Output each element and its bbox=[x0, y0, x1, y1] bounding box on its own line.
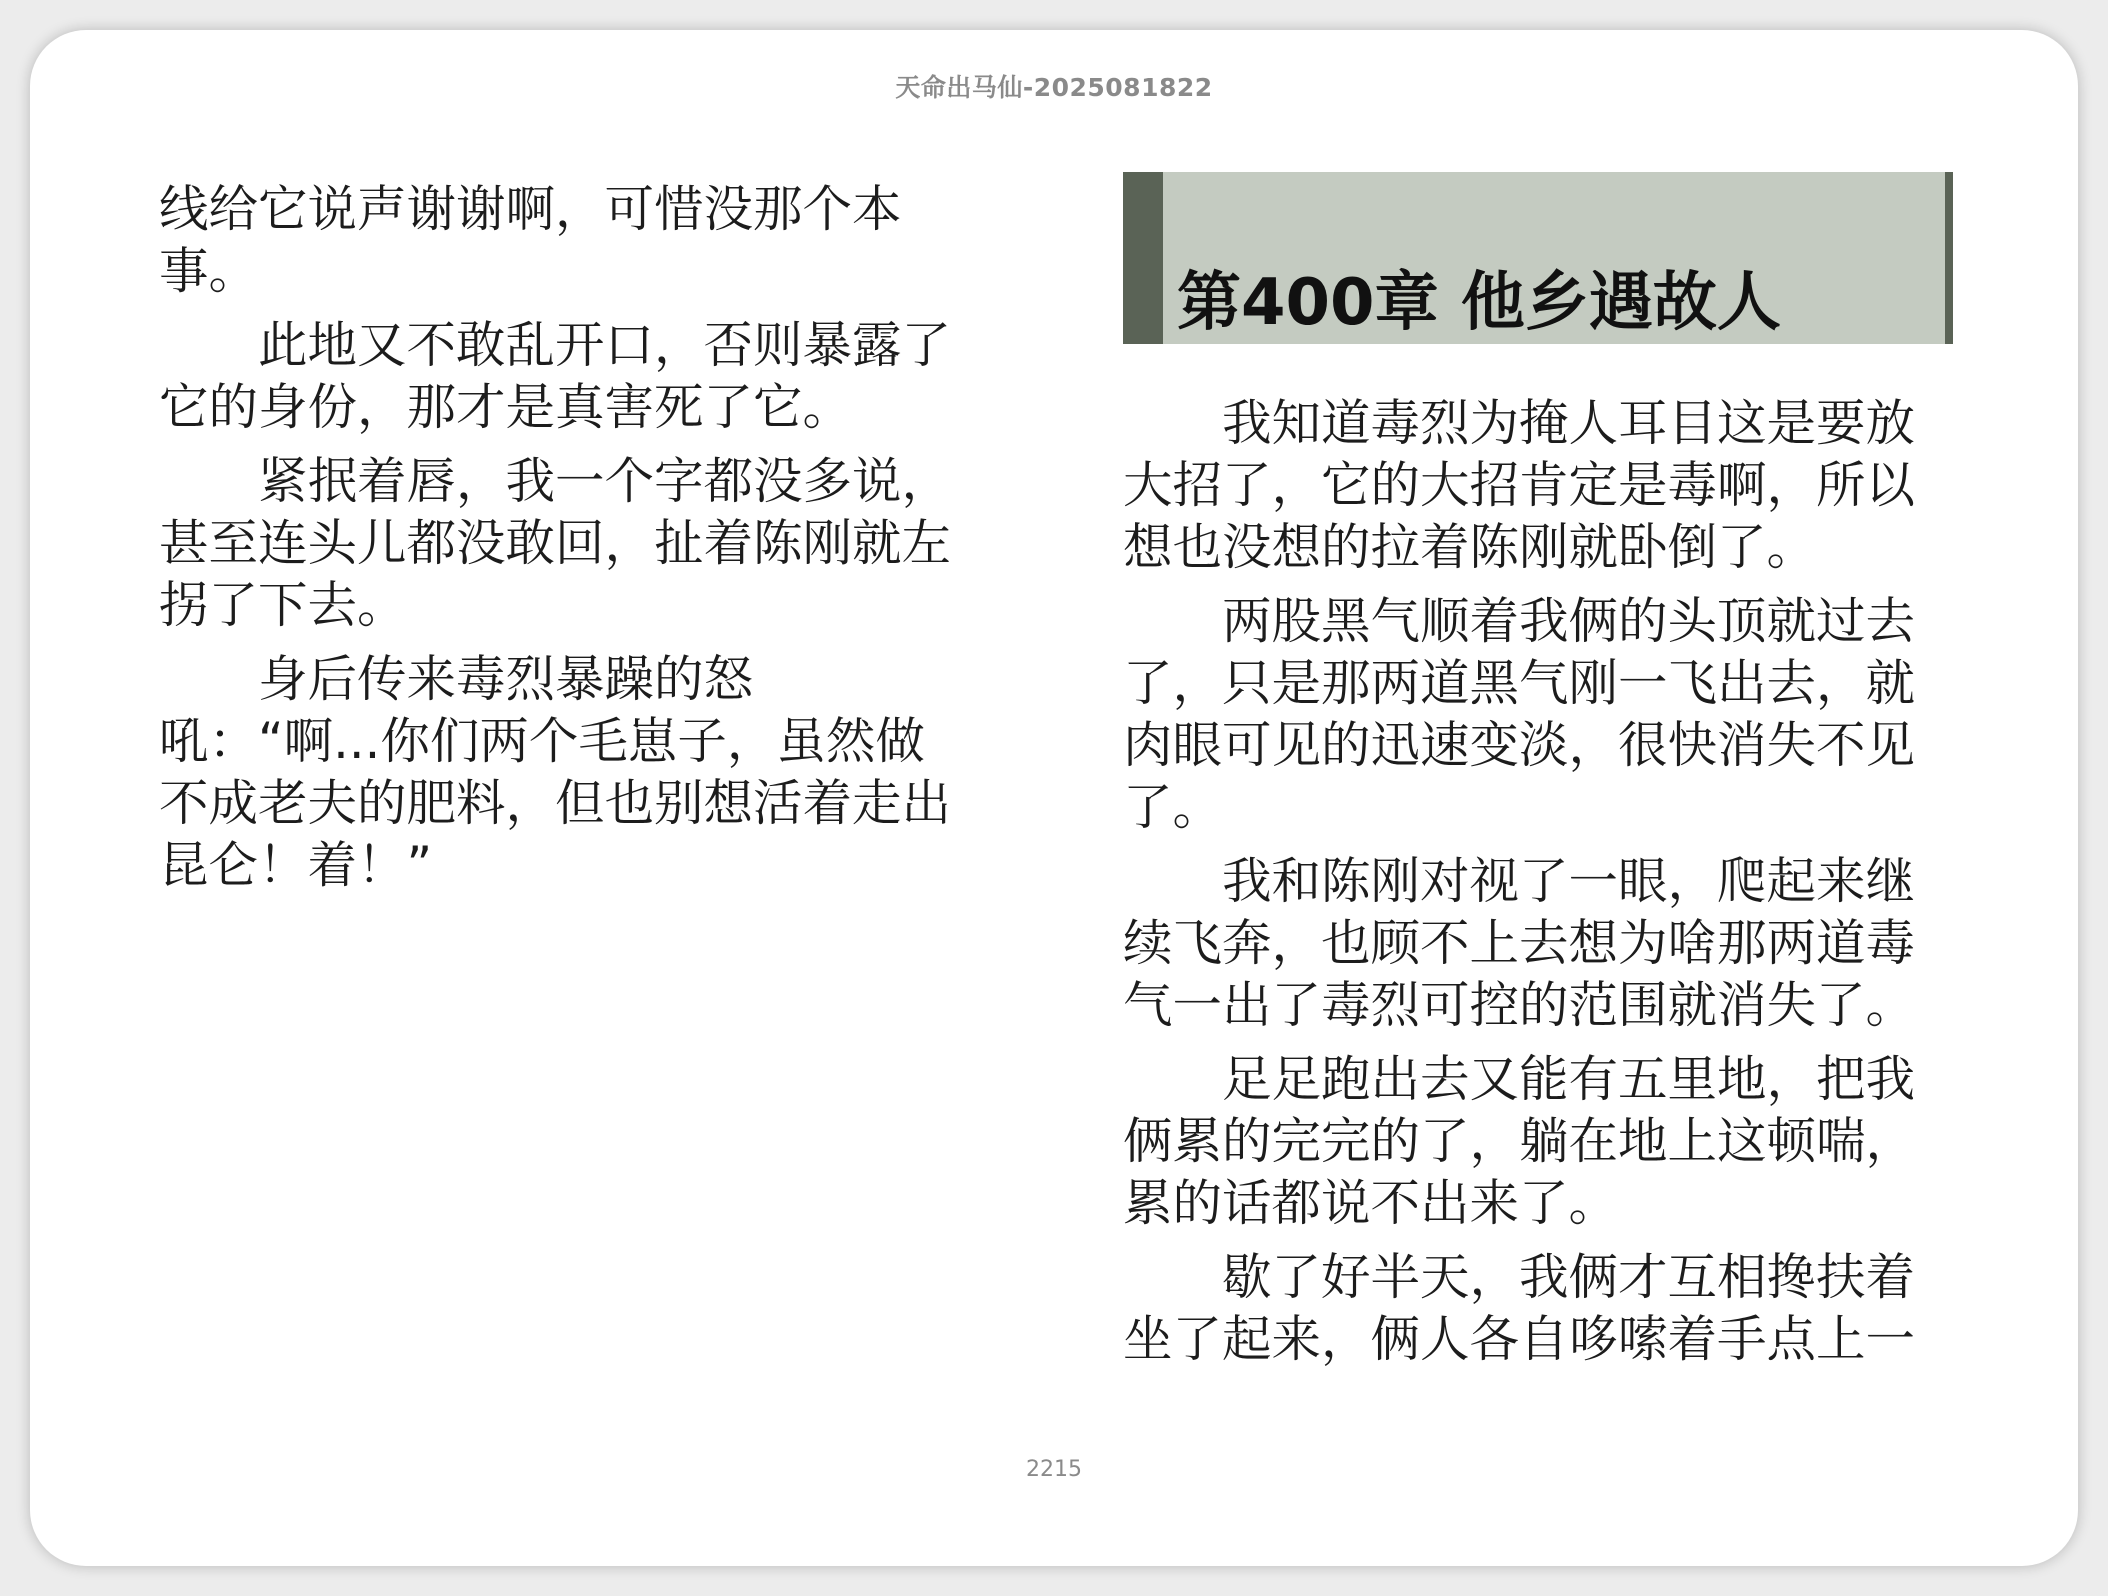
right-page-text bbox=[1123, 172, 1953, 1382]
paragraph: 我知道毒烈为掩人耳目这是要放大招了，它的大招肯定是毒啊，所以想也没想的拉着陈刚就卧倒了。 bbox=[1123, 394, 1915, 576]
paragraph: 紧抿着唇，我一个字都没多说，甚至连头儿都没敢回，扯着陈刚就左拐了下去。 bbox=[159, 452, 951, 634]
left-page-text bbox=[159, 178, 971, 908]
page-number: 2215 bbox=[1026, 1457, 1082, 1482]
chapter-heading bbox=[1123, 172, 1953, 344]
paragraph: 歇了好半天，我俩才互相搀扶着坐了起来，俩人各自哆嗦着手点上一 bbox=[1123, 1248, 1915, 1368]
chapter-title: 第400章 他乡遇故人 bbox=[1177, 266, 1781, 340]
paragraph: 足足跑出去又能有五里地，把我俩累的完完的了，躺在地上这顿喘，累的话都说不出来了。 bbox=[1123, 1050, 1915, 1232]
paragraph: 线给它说声谢谢啊，可惜没那个本事。 bbox=[159, 180, 902, 300]
book-title: 天命出马仙-2025081822 bbox=[895, 73, 1213, 102]
paragraph: 此地又不敢乱开口，否则暴露了它的身份，那才是真害死了它。 bbox=[159, 316, 951, 436]
paragraph: 两股黑气顺着我俩的头顶就过去了，只是那两道黑气刚一飞出去，就肉眼可见的迅速变淡，很快消失不见了。 bbox=[1123, 592, 1915, 836]
reader-page-spread[interactable] bbox=[30, 30, 2078, 1566]
paragraph: 身后传来毒烈暴躁的怒吼：“啊...你们两个毛崽子，虽然做不成老夫的肥料，但也别想活着走出昆仑！着！” bbox=[159, 650, 951, 894]
paragraph: 我和陈刚对视了一眼，爬起来继续飞奔，也顾不上去想为啥那两道毒气一出了毒烈可控的范围就消失了。 bbox=[1123, 852, 1915, 1034]
